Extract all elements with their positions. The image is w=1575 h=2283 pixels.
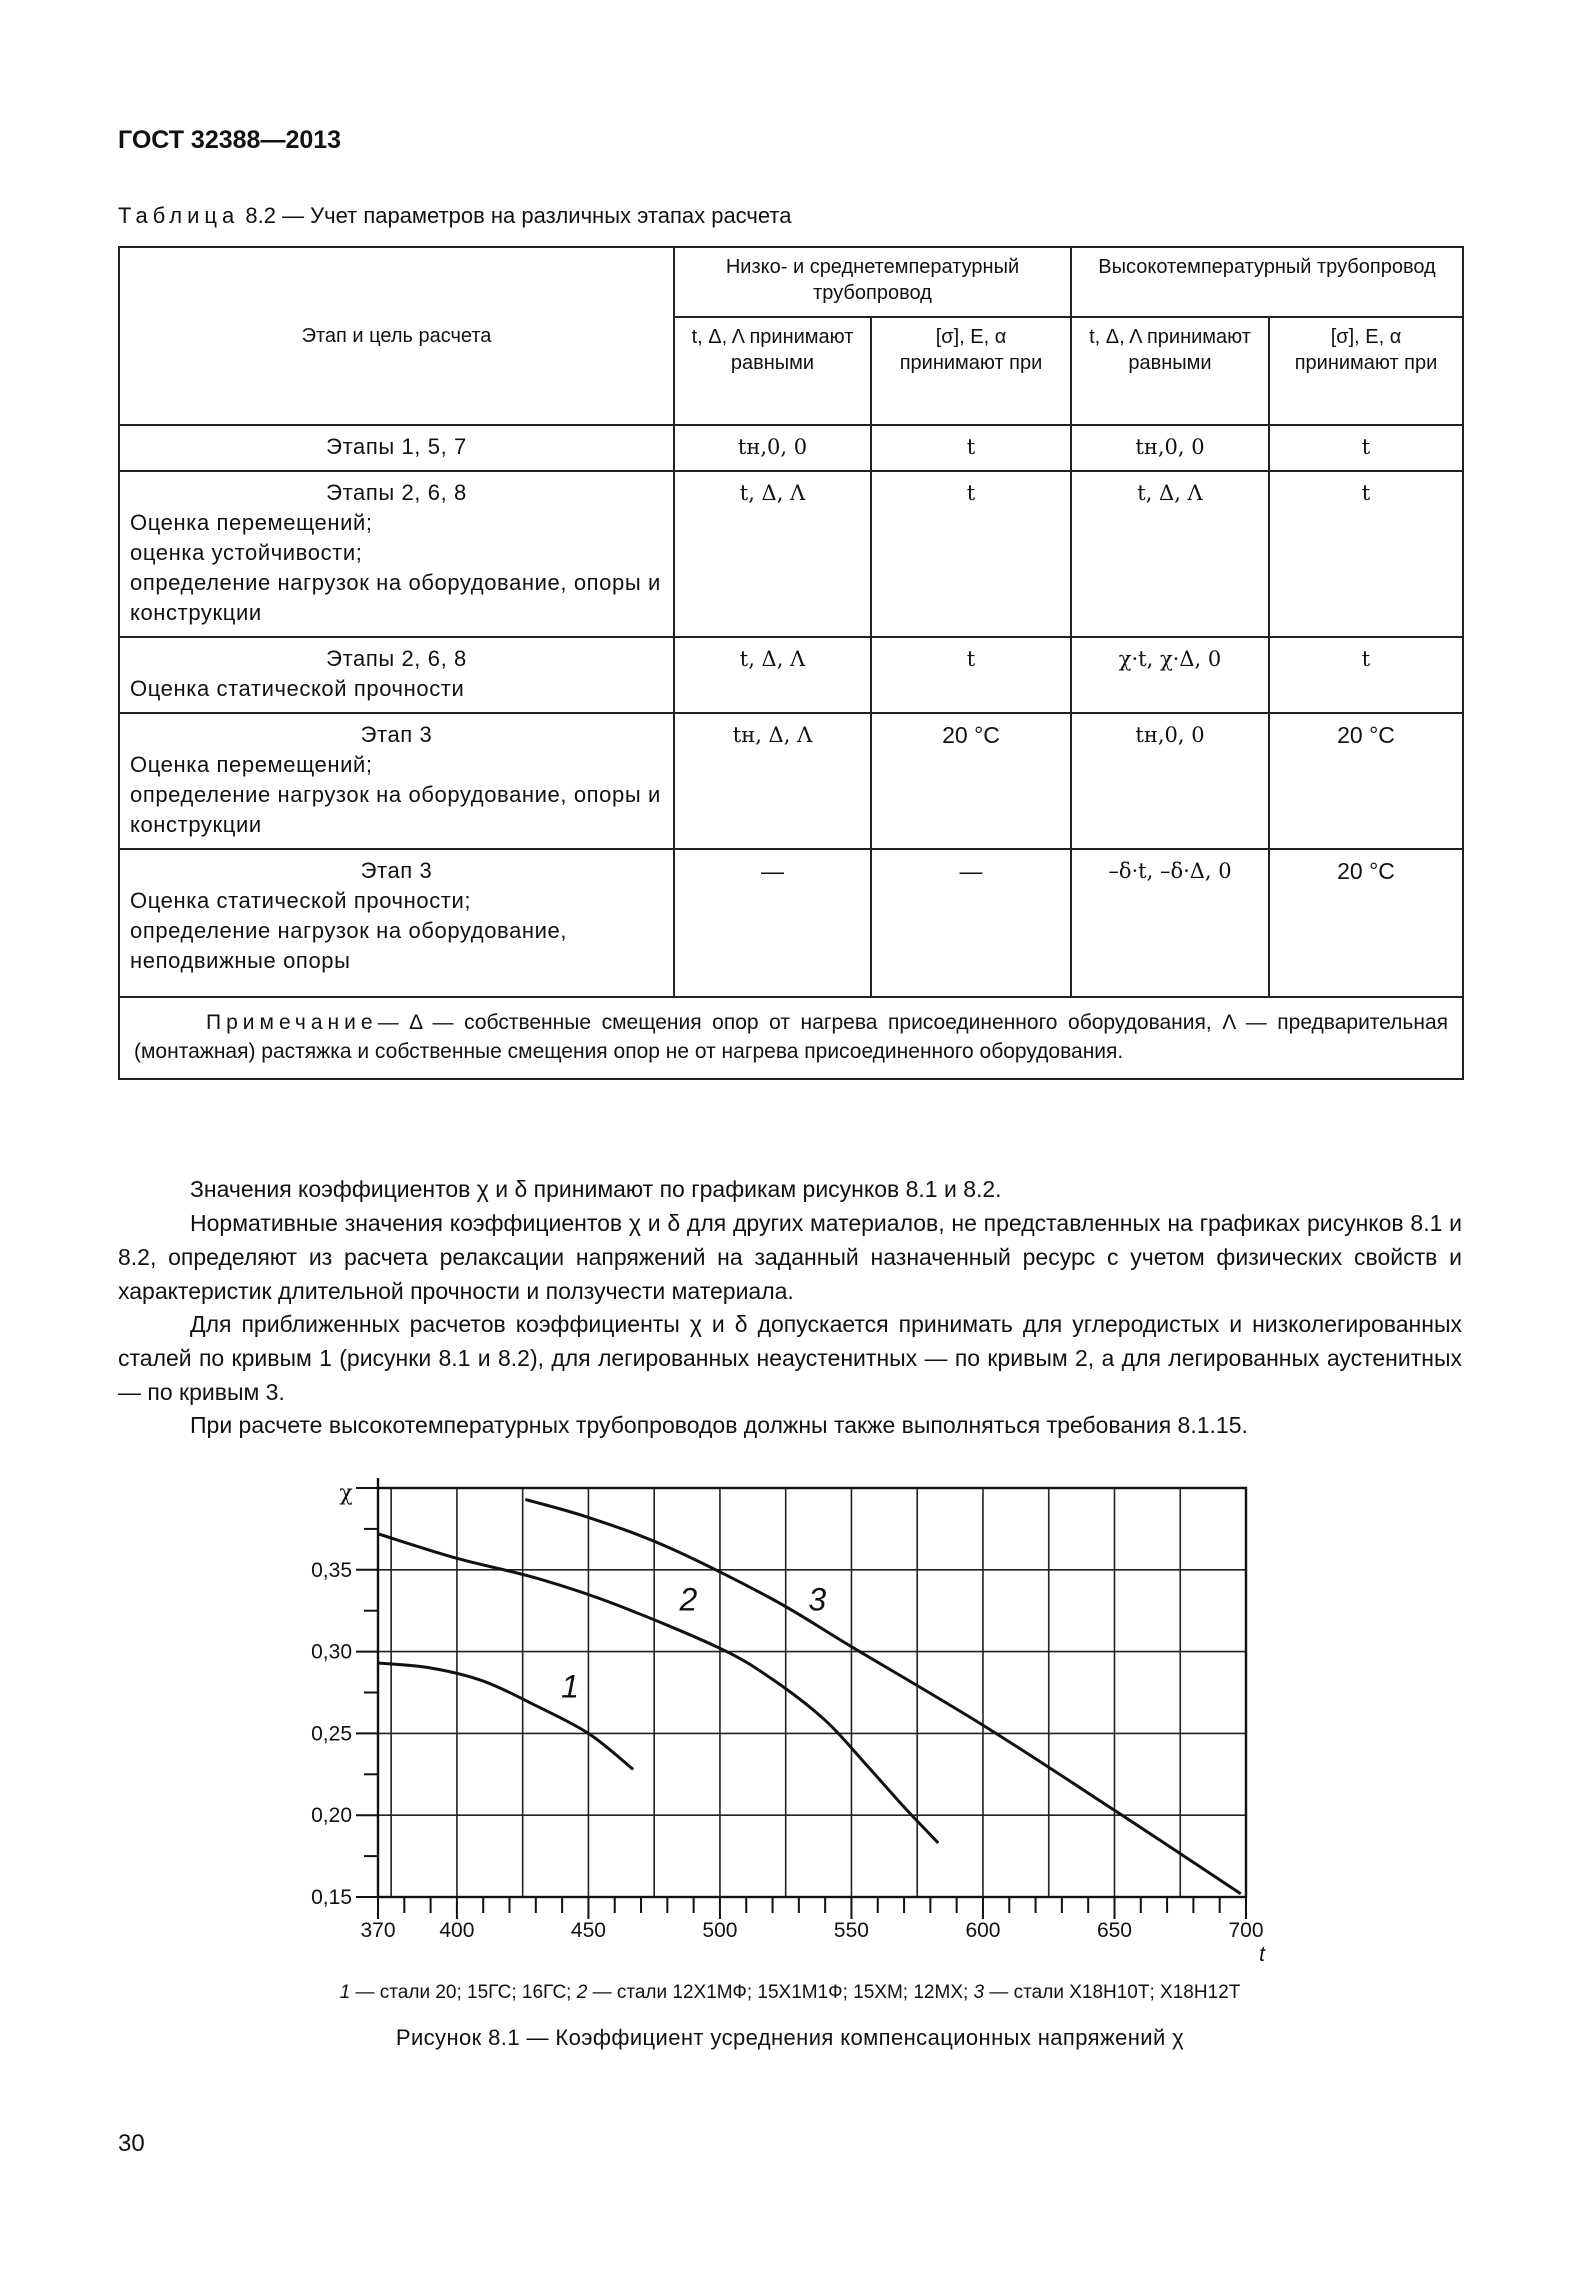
series-curve-1 — [378, 1663, 633, 1769]
series-curve-2 — [378, 1534, 938, 1843]
value-cell: t — [871, 471, 1071, 637]
legend-num: 3 — [973, 1982, 985, 2003]
value-cell: t, Δ, Λ — [674, 471, 871, 637]
y-tick-label: 0,25 — [311, 1722, 352, 1746]
note-label: Примечание — [206, 1011, 378, 1034]
stage-title: Этап 3 — [360, 722, 433, 747]
note-text: — Δ — собственные смещения опор от нагрева присоединенного оборудования, Λ — предварительная (монтажная) растяжка и собственные смещения опор не от нагрева присоединенного оборудования. — [134, 1011, 1449, 1063]
stage-title: Этапы 2, 6, 8 — [326, 646, 467, 671]
curve-label-1: 1 — [561, 1668, 579, 1705]
curve-label-2: 2 — [679, 1581, 698, 1618]
legend-text: — стали 12Х1МФ; 15Х1М1Ф; 15ХМ; 12МХ; — [587, 1982, 974, 2003]
table-note — [119, 997, 1463, 1079]
legend-text: — стали Х18Н10Т; Х18Н12Т — [984, 1982, 1241, 2003]
page-number: 30 — [118, 2130, 145, 2157]
stage-cell — [119, 637, 674, 713]
stage-cell — [119, 713, 674, 849]
table-caption-text: 8.2 — Учет параметров на различных этапах расчета — [239, 203, 792, 228]
paragraph: Нормативные значения коэффициентов χ и δ для других материалов, не представленных на графиках рисунков 8.1 и 8.2, определяют из расчета релаксации напряжений на заданный назначенный ресурс с учетом физических свойств и характеристик длительной прочности и ползучести материала. — [118, 1210, 1462, 1304]
value-cell: tн, Δ, Λ — [674, 713, 871, 849]
header-group-low-temp: Низко- и среднетемпературный трубопровод — [674, 247, 1071, 317]
header-stage: Этап и цель расчета — [119, 247, 674, 425]
header-sub-equal-low: t, Δ, Λ принимают равными — [674, 317, 871, 425]
table-caption — [118, 203, 791, 229]
table-row — [119, 637, 1463, 713]
figure-caption: Рисунок 8.1 — Коэффициент усреднения компенсационных напряжений χ — [395, 2025, 1185, 2050]
parameters-table — [118, 246, 1464, 1080]
x-tick-label: 650 — [1096, 1919, 1133, 1942]
table-caption-prefix: Таблица — [118, 203, 240, 228]
stage-cell — [119, 425, 674, 471]
stage-purpose: Оценка статической прочности — [130, 676, 465, 701]
value-cell: 20 °C — [871, 713, 1071, 849]
table-row — [119, 849, 1463, 997]
stage-cell — [119, 471, 674, 637]
x-tick-label: 700 — [1228, 1919, 1264, 1942]
value-cell: t — [871, 637, 1071, 713]
stage-purpose: Оценка перемещений; определение нагрузок на оборудование, опоры и конструкции — [130, 752, 661, 837]
table-row — [119, 471, 1463, 637]
stage-title: Этапы 2, 6, 8 — [326, 480, 467, 505]
series-curve-3 — [525, 1499, 1240, 1893]
x-tick-label: 450 — [570, 1919, 606, 1942]
value-cell: t — [1269, 637, 1463, 713]
plot-frame — [378, 1488, 1246, 1897]
header-sub-equal-high: t, Δ, Λ принимают равными — [1071, 317, 1269, 425]
x-axis-label: t — [1259, 1943, 1265, 1966]
stage-purpose: Оценка статической прочности; определение нагрузок на оборудование, неподвижные опоры — [130, 888, 568, 973]
header-sub-at-low: [σ], E, α принимают при — [871, 317, 1071, 425]
value-cell: — — [871, 849, 1071, 997]
legend-text: — стали 20; 15ГС; 16ГС; — [350, 1982, 577, 2003]
value-cell: 20 °C — [1269, 713, 1463, 849]
value-cell: tн,0, 0 — [1071, 713, 1269, 849]
x-tick-label: 550 — [833, 1919, 869, 1942]
paragraph: При расчете высокотемпературных трубопроводов должны также выполняться требования 8.1.15. — [190, 1412, 1248, 1438]
y-axis-label: χ — [339, 1481, 353, 1506]
value-cell: tн,0, 0 — [1071, 425, 1269, 471]
header-group-high-temp: Высокотемпературный трубопровод — [1071, 247, 1463, 317]
y-tick-label: 0,15 — [311, 1886, 352, 1909]
x-tick-label: 400 — [439, 1919, 475, 1942]
paragraph: Для приближенных расчетов коэффициенты χ и δ допускается принимать для углеродистых и низколегированных сталей по кривым 1 (рисунки 8.1 и 8.2), для легированных неаустенитных — по кривым 2, а для легированных аустенитных — по кривым 3. — [118, 1311, 1462, 1405]
value-cell: t — [871, 425, 1071, 471]
curve-label-3: 3 — [808, 1581, 827, 1618]
value-cell: t — [1269, 425, 1463, 471]
x-tick-label: 600 — [965, 1919, 1001, 1942]
paragraph: Значения коэффициентов χ и δ принимают по графикам рисунков 8.1 и 8.2. — [190, 1176, 1002, 1202]
y-tick-label: 0,30 — [311, 1640, 352, 1664]
stage-title: Этапы 1, 5, 7 — [326, 434, 467, 459]
stage-purpose: Оценка перемещений; оценка устойчивости; определение нагрузок на оборудование, опоры и конструкции — [130, 510, 661, 625]
stage-cell — [119, 849, 674, 997]
x-tick-label: 370 — [360, 1919, 396, 1942]
stage-title: Этап 3 — [360, 858, 433, 883]
chart-legend — [118, 1982, 1462, 2004]
table-row — [119, 425, 1463, 471]
value-cell: t — [1269, 471, 1463, 637]
header-sub-at-high: [σ], E, α принимают при — [1269, 317, 1463, 425]
value-cell: χ·t, χ·Δ, 0 — [1071, 637, 1269, 713]
value-cell: –δ·t, –δ·Δ, 0 — [1071, 849, 1269, 997]
value-cell: t, Δ, Λ — [1071, 471, 1269, 637]
value-cell: — — [674, 849, 871, 997]
value-cell: tн,0, 0 — [674, 425, 871, 471]
value-cell: 20 °C — [1269, 849, 1463, 997]
y-tick-label: 0,20 — [311, 1804, 352, 1828]
legend-num: 2 — [576, 1982, 588, 2003]
legend-num: 1 — [339, 1982, 351, 2003]
table-row — [119, 713, 1463, 849]
table-note-row — [119, 997, 1463, 1079]
y-tick-label: 0,35 — [311, 1558, 352, 1582]
x-tick-label: 500 — [702, 1919, 738, 1942]
document-header: ГОСТ 32388—2013 — [118, 126, 342, 154]
value-cell: t, Δ, Λ — [674, 637, 871, 713]
